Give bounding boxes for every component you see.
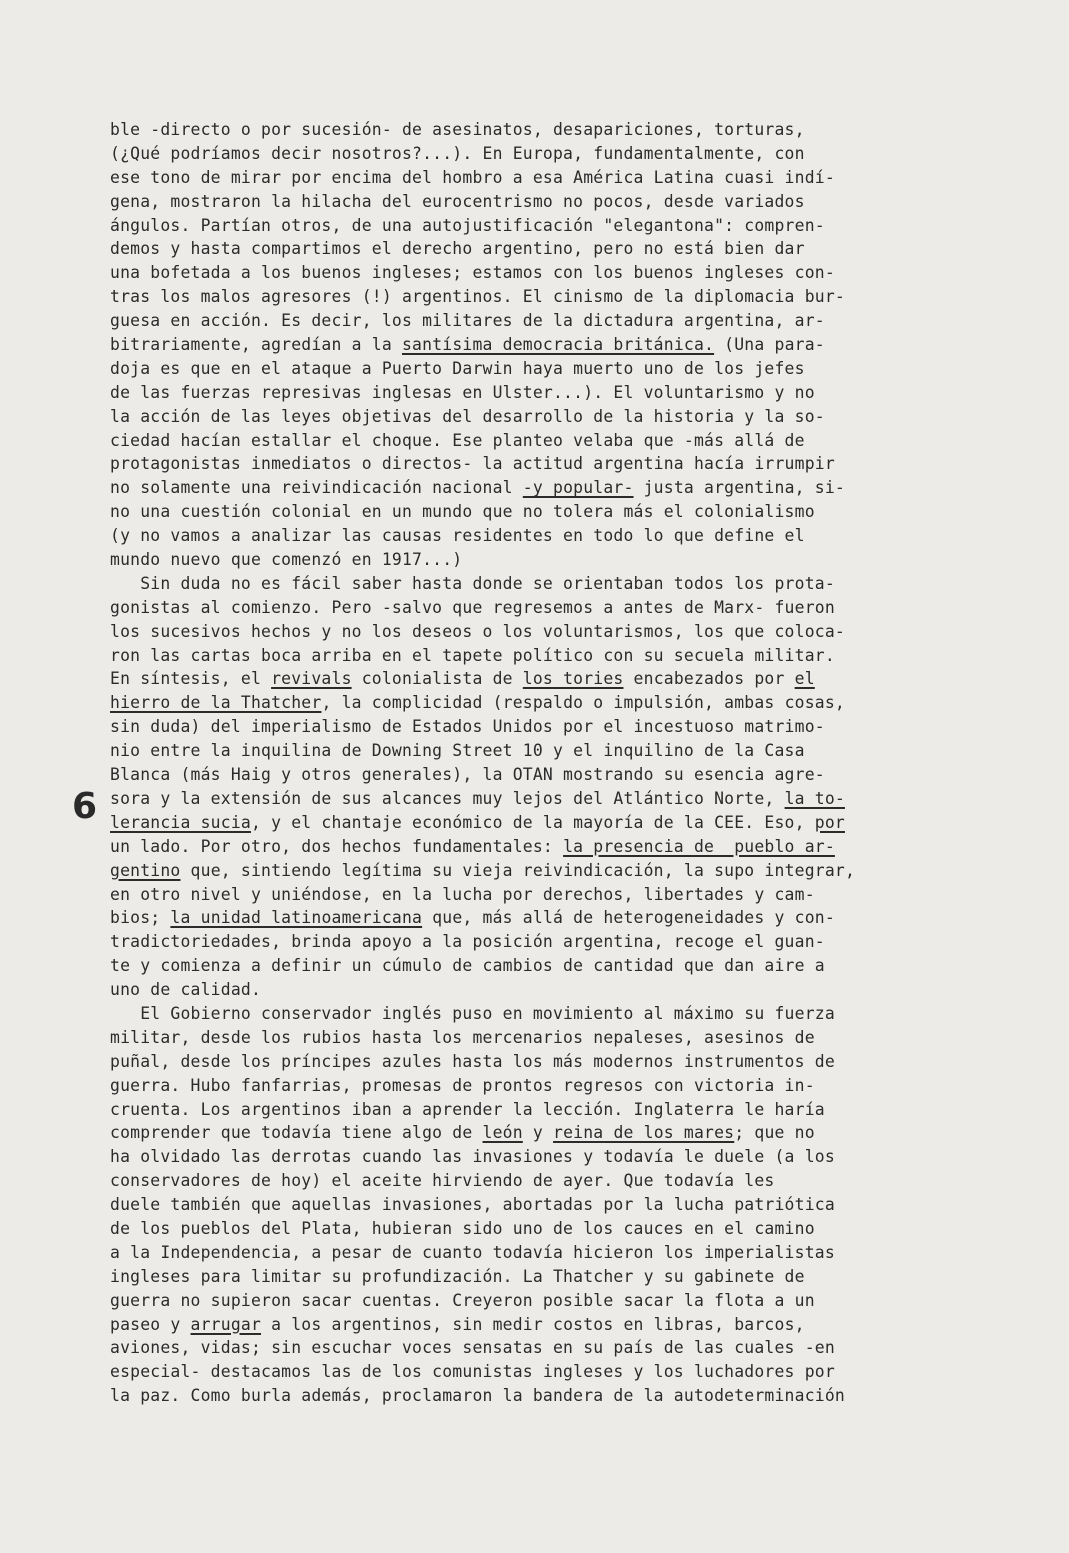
text-line <box>110 572 1010 596</box>
text-segment: una bofetada a los buenos ingleses; estamos con los buenos ingleses con- <box>110 263 835 283</box>
text-segment: tradictoriedades, brinda apoyo a la posición argentina, recoge el guan- <box>110 932 825 952</box>
underlined-phrase: el <box>794 669 815 689</box>
text-line <box>110 1217 1010 1241</box>
text-segment: en otro nivel y uniéndose, en la lucha por derechos, libertades y cam- <box>110 884 815 904</box>
text-line <box>110 1002 1010 1026</box>
text-line <box>110 500 1010 524</box>
text-line <box>110 1098 1010 1122</box>
text-segment: El Gobierno conservador inglés puso en movimiento al máximo su fuerza <box>110 1003 835 1023</box>
text-segment: un lado. Por otro, dos hechos fundamentales: <box>110 836 564 856</box>
text-segment: comprender que todavía tiene algo de <box>110 1123 483 1143</box>
text-line <box>110 1336 1010 1360</box>
text-segment: aviones, vidas; sin escuchar voces sensatas en su país de las cuales -en <box>110 1338 835 1358</box>
text-line <box>110 787 1010 811</box>
text-line <box>110 309 1010 333</box>
body-text <box>110 118 1010 1408</box>
text-segment: los sucesivos hechos y no los deseos o los voluntarismos, los que coloca- <box>110 621 845 641</box>
underlined-phrase: los tories <box>522 669 624 689</box>
underlined-phrase: gentino <box>110 860 181 880</box>
text-segment: de los pueblos del Plata, hubieran sido uno de los cauces en el camino <box>110 1218 815 1238</box>
text-segment: ha olvidado las derrotas cuando las invasiones y todavía le duele (a los <box>110 1147 835 1167</box>
text-line <box>110 118 1010 142</box>
text-segment: ciedad hacían estallar el choque. Ese planteo velaba que -más allá de <box>110 430 805 450</box>
text-line <box>110 691 1010 715</box>
text-segment: (Una para- <box>714 335 825 355</box>
text-segment: conservadores de hoy) el aceite hirviendo de ayer. Que todavía les <box>110 1171 775 1191</box>
text-segment: a los argentinos, sin medir costos en libras, barcos, <box>261 1314 805 1334</box>
text-segment: sora y la extensión de sus alcances muy lejos del Atlántico Norte, <box>110 788 785 808</box>
text-segment: Blanca (más Haig y otros generales), la OTAN mostrando su esencia agre- <box>110 765 825 785</box>
text-line <box>110 667 1010 691</box>
text-line <box>110 429 1010 453</box>
text-line <box>110 715 1010 739</box>
text-line <box>110 452 1010 476</box>
text-segment: a la Independencia, a pesar de cuanto todavía hicieron los imperialistas <box>110 1242 835 1262</box>
text-line <box>110 381 1010 405</box>
text-segment: uno de calidad. <box>110 980 262 1000</box>
text-segment: (¿Qué podríamos decir nosotros?...). En Europa, fundamentalmente, con <box>110 143 805 163</box>
text-segment: que, más allá de heterogeneidades y con- <box>422 908 835 928</box>
text-line <box>110 1193 1010 1217</box>
text-segment: tras los malos agresores (!) argentinos. El cinismo de la diplomacia bur- <box>110 287 845 307</box>
text-line <box>110 1384 1010 1408</box>
underlined-phrase: león <box>482 1123 523 1143</box>
text-segment: bios; <box>110 908 171 928</box>
text-line <box>110 739 1010 763</box>
text-segment: encabezados por <box>623 669 795 689</box>
text-segment: cruenta. Los argentinos iban a aprender la lección. Inglaterra le haría <box>110 1099 825 1119</box>
text-line <box>110 811 1010 835</box>
text-segment: , y el chantaje económico de la mayoría de la CEE. Eso, <box>250 812 815 832</box>
text-line <box>110 835 1010 859</box>
text-line <box>110 142 1010 166</box>
text-segment: ; que no <box>734 1123 815 1143</box>
text-segment: nio entre la inquilina de Downing Street 10 y el inquilino de la Casa <box>110 741 805 761</box>
text-line <box>110 978 1010 1002</box>
text-segment: protagonistas inmediatos o directos- la actitud argentina hacía irrumpir <box>110 454 835 474</box>
text-segment: ron las cartas boca arriba en el tapete político con su secuela militar. <box>110 645 835 665</box>
text-segment: no solamente una reivindicación nacional <box>110 478 523 498</box>
text-line <box>110 1026 1010 1050</box>
underlined-phrase: arrugar <box>190 1314 262 1334</box>
text-line <box>110 1169 1010 1193</box>
text-segment: la acción de las leyes objetivas del desarrollo de la historia y la so- <box>110 406 825 426</box>
text-line <box>110 285 1010 309</box>
text-segment: colonialista de <box>351 669 523 689</box>
underlined-phrase: reina de los mares <box>553 1123 735 1143</box>
text-line <box>110 476 1010 500</box>
text-segment: (y no vamos a analizar las causas residentes en todo lo que define el <box>110 526 805 546</box>
text-segment: Sin duda no es fácil saber hasta donde se orientaban todos los prota- <box>110 573 835 593</box>
text-segment: , la complicidad (respaldo o impulsión, ambas cosas, <box>321 693 845 713</box>
text-line <box>110 1145 1010 1169</box>
text-line <box>110 214 1010 238</box>
text-segment: demos y hasta compartimos el derecho argentino, pero no está bien dar <box>110 239 805 259</box>
text-segment: y <box>522 1123 554 1143</box>
text-segment: puñal, desde los príncipes azules hasta los más modernos instrumentos de <box>110 1051 835 1071</box>
text-segment: que, sintiendo legítima su vieja reivindicación, la supo integrar, <box>180 860 856 880</box>
text-segment: te y comienza a definir un cúmulo de cambios de cantidad que dan aire a <box>110 956 825 976</box>
text-segment: doja es que en el ataque a Puerto Darwin haya muerto uno de los jefes <box>110 358 805 378</box>
text-segment: la paz. Como burla además, proclamaron la bandera de la autodeterminación <box>110 1386 845 1406</box>
text-line <box>110 333 1010 357</box>
text-segment: duele también que aquellas invasiones, abortadas por la lucha patriótica <box>110 1195 835 1215</box>
text-line <box>110 859 1010 883</box>
underlined-phrase: hierro de la Thatcher <box>110 693 322 713</box>
text-line <box>110 1121 1010 1145</box>
text-segment: En síntesis, el <box>110 669 272 689</box>
text-segment: ingleses para limitar su profundización. La Thatcher y su gabinete de <box>110 1266 805 1286</box>
text-line <box>110 524 1010 548</box>
text-segment: ble -directo o por sucesión- de asesinatos, desapariciones, torturas, <box>110 120 805 139</box>
underlined-phrase: la unidad latinoamericana <box>170 908 423 928</box>
text-line <box>110 1289 1010 1313</box>
text-segment: justa argentina, si- <box>633 478 845 498</box>
text-line <box>110 1313 1010 1337</box>
text-line <box>110 883 1010 907</box>
underlined-phrase: -y popular- <box>522 478 634 498</box>
text-line <box>110 1241 1010 1265</box>
text-line <box>110 596 1010 620</box>
text-line <box>110 1050 1010 1074</box>
text-segment: paseo y <box>110 1314 191 1334</box>
underlined-phrase: la presencia de pueblo ar- <box>563 836 835 856</box>
text-line <box>110 1265 1010 1289</box>
text-line <box>110 763 1010 787</box>
text-segment: guesa en acción. Es decir, los militares de la dictadura argentina, ar- <box>110 311 825 331</box>
text-line <box>110 620 1010 644</box>
text-line <box>110 357 1010 381</box>
text-line <box>110 930 1010 954</box>
text-segment: guerra no supieron sacar cuentas. Creyeron posible sacar la flota a un <box>110 1290 815 1310</box>
text-line <box>110 261 1010 285</box>
underlined-phrase: por <box>814 812 845 832</box>
text-line <box>110 906 1010 930</box>
text-line <box>110 954 1010 978</box>
text-line <box>110 548 1010 572</box>
underlined-phrase: revivals <box>271 669 352 689</box>
text-segment: guerra. Hubo fanfarrias, promesas de prontos regresos con victoria in- <box>110 1075 815 1095</box>
text-segment: bitrariamente, agredían a la <box>110 335 402 355</box>
text-segment: sin duda) del imperialismo de Estados Unidos por el incestuoso matrimo- <box>110 717 825 737</box>
page-number: 6 <box>72 786 98 827</box>
text-segment: ángulos. Partían otros, de una autojustificación "elegantona": compren- <box>110 215 825 235</box>
text-line <box>110 644 1010 668</box>
text-line <box>110 190 1010 214</box>
text-segment: mundo nuevo que comenzó en 1917...) <box>110 550 463 570</box>
underlined-phrase: la to- <box>784 788 845 808</box>
text-segment: militar, desde los rubios hasta los mercenarios nepaleses, asesinos de <box>110 1027 815 1047</box>
text-segment: no una cuestión colonial en un mundo que no tolera más el colonialismo <box>110 502 815 522</box>
underlined-phrase: santísima democracia británica. <box>401 335 715 355</box>
text-segment: ese tono de mirar por encima del hombro a esa América Latina cuasi indí- <box>110 167 835 187</box>
text-line <box>110 166 1010 190</box>
underlined-phrase: lerancia sucia <box>110 812 251 832</box>
text-line <box>110 1360 1010 1384</box>
text-line <box>110 237 1010 261</box>
text-line <box>110 405 1010 429</box>
text-segment: especial- destacamos las de los comunistas ingleses y los luchadores por <box>110 1362 835 1382</box>
text-line <box>110 1074 1010 1098</box>
text-segment: gonistas al comienzo. Pero -salvo que regresemos a antes de Marx- fueron <box>110 597 835 617</box>
text-segment: gena, mostraron la hilacha del eurocentrismo no pocos, desde variados <box>110 191 805 211</box>
text-segment: de las fuerzas represivas inglesas en Ulster...). El voluntarismo y no <box>110 382 815 402</box>
